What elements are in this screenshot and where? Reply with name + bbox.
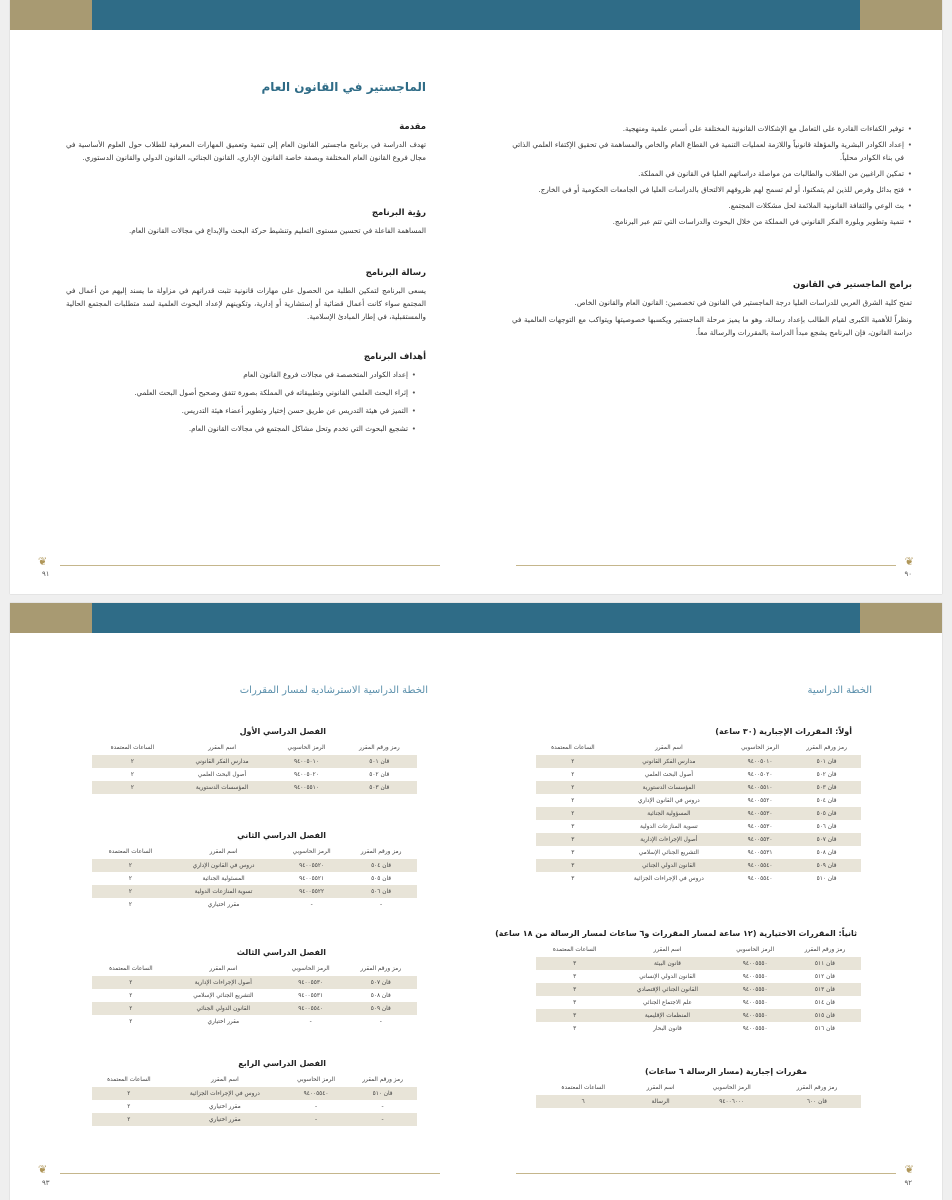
table-cell: ٩٤٠٠٦٠٠٠ bbox=[691, 1095, 773, 1108]
table-cell: قان ٥٠٩ bbox=[344, 1002, 417, 1015]
table-cell: الرسالة bbox=[630, 1095, 690, 1108]
semester-1-title: الفصل الدراسي الأول bbox=[239, 727, 326, 736]
column-header: الرمز الحاسوبي bbox=[297, 1077, 336, 1083]
table-cell: ٩٤٠٠٥٥٥٠ bbox=[722, 1022, 789, 1035]
table-cell: قان ٥٠١ bbox=[342, 755, 417, 768]
compulsory-courses-title: أولاً: المقررات الإجبارية (٣٠ ساعة) bbox=[715, 727, 852, 736]
table-cell: ٢ bbox=[92, 872, 169, 885]
table-cell: قان ٥٠٤ bbox=[792, 794, 861, 807]
column-header: الرمز الحاسوبي bbox=[741, 745, 780, 751]
table-row bbox=[92, 885, 417, 898]
goals-heading: أهداف البرنامج bbox=[363, 352, 426, 362]
table-cell: مقرر اختياري bbox=[166, 1100, 284, 1113]
gold-bar-left bbox=[10, 603, 92, 633]
table-row bbox=[92, 768, 417, 781]
table-cell: - bbox=[277, 1015, 345, 1028]
table-cell: ٦ bbox=[536, 1095, 630, 1108]
blue-bar bbox=[92, 0, 860, 30]
page-title: الخطة الدراسية bbox=[807, 685, 872, 696]
table-cell: المؤسسات الدستورية bbox=[610, 781, 728, 794]
table-cell: ٣ bbox=[536, 820, 610, 833]
page-90 bbox=[476, 30, 942, 594]
table-cell: ٩٤٠٠٥٥٢١ bbox=[278, 872, 345, 885]
intro-paragraph: تهدف الدراسة في برنامج ماجستير القانون العام إلى تنمية وتعميق المهارات المعرفية للطلاب حول العلوم الأساسية في مجال فروع القانون العام المختلفة وبصفة خاصة القانون الإداري، القانون الجنائي، القانون الدولي والقانون الدستوري. bbox=[66, 140, 426, 162]
column-header: اسم المقرر bbox=[646, 1085, 675, 1091]
table-cell: قان ٥٠٧ bbox=[792, 833, 861, 846]
table-row bbox=[92, 1100, 417, 1113]
column-header: اسم المقرر bbox=[208, 745, 236, 751]
table-cell: ٩٤٠٠٥٠١٠ bbox=[728, 755, 792, 768]
table-cell: قان ٥١٠ bbox=[348, 1087, 417, 1100]
table-cell: ٢ bbox=[92, 755, 173, 768]
table-cell: ٩٤٠٠٥٥١٠ bbox=[271, 781, 341, 794]
table-cell: دروس في القانون الإداري bbox=[610, 794, 728, 807]
table-row bbox=[536, 872, 861, 885]
table-cell: علم الاجتماع الجنائي bbox=[613, 996, 721, 1009]
header-band bbox=[10, 603, 942, 633]
table-cell: ٢ bbox=[92, 989, 170, 1002]
table-cell: - bbox=[278, 898, 345, 911]
table-cell: قان ٥٠٥ bbox=[345, 872, 417, 885]
blue-bar bbox=[92, 603, 860, 633]
footer-line bbox=[516, 1173, 896, 1174]
page-number: ٩٠ bbox=[904, 570, 912, 578]
table-cell: ٢ bbox=[92, 885, 169, 898]
table-cell: ٩٤٠٠٥٥٤٠ bbox=[284, 1087, 348, 1100]
table-row bbox=[536, 1095, 861, 1108]
table-body bbox=[536, 755, 861, 885]
column-header: رمز ورقم المقرر bbox=[796, 1085, 838, 1091]
semester-4-table bbox=[92, 1073, 417, 1126]
page-number: ٩٣ bbox=[42, 1179, 50, 1187]
column-header: الساعات المعتمدة bbox=[108, 849, 153, 855]
table-body bbox=[92, 755, 417, 794]
table-cell: ٢ bbox=[92, 1015, 170, 1028]
table-row bbox=[92, 781, 417, 794]
intro-section bbox=[66, 122, 426, 164]
elective-courses-table bbox=[536, 943, 861, 1035]
table-row bbox=[92, 976, 417, 989]
table-cell: - bbox=[344, 1015, 417, 1028]
list-item: • إعداد الكوادر المتخصصة في مجالات فروع القانون العام bbox=[66, 368, 416, 381]
footer-line bbox=[60, 565, 440, 566]
table-cell: قان ٥٠٨ bbox=[344, 989, 417, 1002]
table-cell: القانون الجنائي الإقتصادي bbox=[613, 983, 721, 996]
table-row bbox=[536, 1009, 861, 1022]
table-cell: قان ٥١٤ bbox=[789, 996, 861, 1009]
mission-paragraph: يسعى البرنامج لتمكين الطلبة من الحصول على مهارات قانونية تثبت قدراتهم في مزاولة ما يسند إليهم من أعمال في المجتمع سواء كانت أعمال قضائية أو إستشارية أو إدارية، وتكوينهم لإعداد البحوث العلمية لسد متطلبات المجتمع الحالية والمستقبلية، في إطار المبادئ الإسلامية. bbox=[66, 286, 426, 321]
table-cell: ٢ bbox=[92, 1113, 166, 1126]
table-cell: - bbox=[345, 898, 417, 911]
table-row bbox=[92, 1113, 417, 1126]
list-item: • فتح بدائل وفرص للذين لم يتمكنوا، أو لم تسمح لهم ظروفهم الالتحاق بالدراسات العليا في الجامعات الحكومية أو في الخارج. bbox=[512, 183, 912, 196]
table-cell: تسوية المنازعات الدولية bbox=[169, 885, 278, 898]
table-cell: قان ٥٠٣ bbox=[792, 781, 861, 794]
table-cell: ٩٤٠٠٥٥٤٠ bbox=[728, 872, 792, 885]
table-cell: قانون البيئة bbox=[613, 957, 721, 970]
column-header: اسم المقرر bbox=[209, 966, 238, 972]
gold-bar-left bbox=[10, 0, 92, 30]
page-number: ٩٢ bbox=[904, 1179, 912, 1187]
table-row bbox=[536, 970, 861, 983]
page-92 bbox=[476, 633, 942, 1200]
table-cell: القانون الدولي الجنائي bbox=[610, 859, 728, 872]
table-cell: ٢ bbox=[92, 781, 173, 794]
page-91 bbox=[10, 30, 476, 594]
table-cell: التشريع الجنائي الإسلامي bbox=[610, 846, 728, 859]
table-row bbox=[536, 833, 861, 846]
objectives-list bbox=[512, 122, 912, 231]
table-cell: ٩٤٠٠٥٠١٠ bbox=[271, 755, 341, 768]
semester-1-table bbox=[92, 741, 417, 794]
column-header: رمز ورقم المقرر bbox=[360, 966, 402, 972]
table-cell: أصول البحث العلمي bbox=[173, 768, 272, 781]
list-item: • تنمية وتطوير وبلورة الفكر القانوني في المملكة من خلال البحوث والدراسات التي تتم عبر البرنامج. bbox=[512, 215, 912, 228]
programs-paragraph-2: ونظراً للأهمية الكبرى لقيام الطالب بإعداد رسالة، وهو ما يميز مرحلة الماجستير ويكسبها خصوصيتها ويتواكب مع التوجهات العالمية في دراسة القانون، فإن البرنامج يشجع مبدأ الدراسة بالمقررات والرسالة معاً. bbox=[512, 315, 912, 337]
table-cell: المسئولية الجنائية bbox=[169, 872, 278, 885]
table-row bbox=[536, 846, 861, 859]
table-cell: قان ٥٠٢ bbox=[342, 768, 417, 781]
gold-bar-right bbox=[860, 0, 942, 30]
table-cell: قان ٥٠٨ bbox=[792, 846, 861, 859]
table-row bbox=[92, 1015, 417, 1028]
table-cell: ٢ bbox=[92, 1087, 166, 1100]
table-cell: ٣ bbox=[536, 957, 613, 970]
column-header: الساعات المعتمدة bbox=[110, 745, 155, 751]
semester-2-table bbox=[92, 845, 417, 911]
table-cell: ٩٤٠٠٥٥٢٠ bbox=[278, 859, 345, 872]
table-row bbox=[92, 755, 417, 768]
top-spread bbox=[10, 0, 942, 594]
goals-list bbox=[66, 368, 416, 435]
list-item: • تشجيع البحوث التي تخدم وتحل مشاكل المجتمع في مجالات القانون العام. bbox=[66, 422, 416, 435]
table-cell: ٢ bbox=[92, 898, 169, 911]
table-row bbox=[536, 957, 861, 970]
table-cell: قان ٥٠٢ bbox=[792, 768, 861, 781]
table-cell: أصول البحث العلمي bbox=[610, 768, 728, 781]
mission-section bbox=[66, 268, 426, 323]
column-header: الساعات المعتمدة bbox=[109, 966, 153, 972]
table-body bbox=[536, 957, 861, 1035]
page-title: الماجستير في القانون العام bbox=[261, 80, 426, 94]
elective-courses-title: ثانياً: المقررات الاختيارية (١٢ ساعة لمسار المقررات و٦ ساعات لمسار الرسالة من ١٨ ساعة) bbox=[495, 929, 857, 938]
table-cell: ٢ bbox=[92, 1100, 166, 1113]
list-item: • توفير الكفاءات القادرة على التعامل مع الإشكالات القانونية المختلفة على أسس علمية ومنهجية. bbox=[512, 122, 912, 135]
table-cell: ٩٤٠٠٥٥٤٠ bbox=[277, 1002, 345, 1015]
table-row bbox=[92, 1087, 417, 1100]
table-cell: المسؤولية الجنائية bbox=[610, 807, 728, 820]
table-cell: ٩٤٠٠٥٥٣٠ bbox=[728, 820, 792, 833]
table-cell: قان ٥٠٧ bbox=[344, 976, 417, 989]
column-header: اسم المقرر bbox=[209, 849, 238, 855]
table-cell: ٢ bbox=[92, 768, 173, 781]
table-row bbox=[536, 794, 861, 807]
table-cell: ٩٤٠٠٥٥٤٠ bbox=[728, 859, 792, 872]
table-row bbox=[536, 755, 861, 768]
table-cell: أصول الإجراءات الإدارية bbox=[610, 833, 728, 846]
table-row bbox=[536, 781, 861, 794]
programs-heading: برامج الماجستير في القانون bbox=[792, 280, 912, 290]
table-cell: ٢ bbox=[536, 768, 610, 781]
table-cell: ٣ bbox=[536, 1009, 613, 1022]
programs-paragraph-1: تمنح كلية الشرق العربي للدراسات العليا درجة الماجستير في القانون في تخصصين: القانون العام والقانون الخاص. bbox=[574, 298, 912, 307]
page-93 bbox=[10, 633, 476, 1200]
semester-3-table bbox=[92, 962, 417, 1028]
table-cell: ٣ bbox=[536, 983, 613, 996]
intro-heading: مقدمة bbox=[399, 122, 426, 132]
table-cell: مقرر اختياري bbox=[166, 1113, 284, 1126]
list-item: • تمكين الراغبين من الطلاب والطالبات من مواصلة دراساتهم العليا في القانون في المملكة. bbox=[512, 167, 912, 180]
table-cell: القانون الدولي الجنائي bbox=[170, 1002, 277, 1015]
table-cell: ٩٤٠٠٥٥٣٠ bbox=[728, 807, 792, 820]
table-cell: دروس في القانون الإداري bbox=[169, 859, 278, 872]
table-row bbox=[92, 989, 417, 1002]
table-cell: ٩٤٠٠٥٥٥٠ bbox=[722, 957, 789, 970]
table-cell: ٩٤٠٠٥٥٣٠ bbox=[277, 976, 345, 989]
semester-2-title: الفصل الدراسي الثاني bbox=[237, 831, 326, 840]
table-cell: مقرر اختياري bbox=[170, 1015, 277, 1028]
goals-section bbox=[66, 352, 426, 440]
column-header: اسم المقرر bbox=[653, 947, 682, 953]
table-row bbox=[536, 983, 861, 996]
table-cell: ٢ bbox=[536, 807, 610, 820]
table-cell: ٩٤٠٠٥٥٣١ bbox=[277, 989, 345, 1002]
list-item: • بث الوعي والثقافة القانونية الملائمة لحل مشكلات المجتمع. bbox=[512, 199, 912, 212]
table-cell: تسوية المنازعات الدولية bbox=[610, 820, 728, 833]
table-row bbox=[536, 996, 861, 1009]
table-cell: قان ٥١١ bbox=[789, 957, 861, 970]
table-cell: قان ٦٠٠ bbox=[773, 1095, 861, 1108]
table-cell: قان ٥١٣ bbox=[789, 983, 861, 996]
compulsory-courses-table bbox=[536, 741, 861, 885]
column-header: الساعات المعتمدة bbox=[561, 1085, 605, 1091]
footer-line bbox=[516, 565, 896, 566]
table-cell: ٩٤٠٠٥٥٥٠ bbox=[722, 1009, 789, 1022]
table-cell: المؤسسات الدستورية bbox=[173, 781, 272, 794]
table-cell: - bbox=[284, 1100, 348, 1113]
table-cell: ٩٤٠٠٥٠٢٠ bbox=[271, 768, 341, 781]
semester-4-title: الفصل الدراسي الرابع bbox=[238, 1059, 326, 1068]
column-header: الساعات المعتمدة bbox=[107, 1077, 151, 1083]
table-cell: قان ٥١٢ bbox=[789, 970, 861, 983]
column-header: الرمز الحاسوبي bbox=[291, 966, 330, 972]
table-cell: - bbox=[348, 1113, 417, 1126]
page-number: ٩١ bbox=[42, 570, 50, 578]
table-cell: ٢ bbox=[536, 794, 610, 807]
thesis-courses-table bbox=[536, 1081, 861, 1108]
list-item: • إثراء البحث العلمي القانوني وتطبيقاته في المملكة بصورة تتفق وصحيح أصول البحث العلمي. bbox=[66, 386, 416, 399]
table-cell: أصول الإجراءات الإدارية bbox=[170, 976, 277, 989]
footer-line bbox=[60, 1173, 440, 1174]
table-cell: قان ٥١٦ bbox=[789, 1022, 861, 1035]
table-cell: مدارس الفكر القانوني bbox=[173, 755, 272, 768]
column-header: رمز ورقم المقرر bbox=[358, 745, 400, 751]
table-cell: القانون الدولي الإنساني bbox=[613, 970, 721, 983]
header-band bbox=[10, 0, 942, 30]
table-cell: ٢ bbox=[536, 755, 610, 768]
table-cell: ٣ bbox=[536, 859, 610, 872]
table-cell: ٩٤٠٠٥٥١٠ bbox=[728, 781, 792, 794]
table-cell: ٩٤٠٠٥٥٥٠ bbox=[722, 983, 789, 996]
mission-heading: رسالة البرنامج bbox=[365, 268, 426, 278]
table-cell: ٢ bbox=[92, 976, 170, 989]
table-cell: قانون البحار bbox=[613, 1022, 721, 1035]
table-body bbox=[92, 1087, 417, 1126]
table-row bbox=[92, 872, 417, 885]
table-row bbox=[92, 859, 417, 872]
table-row bbox=[536, 807, 861, 820]
table-cell: ٢ bbox=[92, 1002, 170, 1015]
semester-3-title: الفصل الدراسي الثالث bbox=[236, 948, 326, 957]
table-cell: قان ٥٠٩ bbox=[792, 859, 861, 872]
table-row bbox=[536, 859, 861, 872]
ornament-icon: ❦ bbox=[904, 555, 914, 568]
table-cell: مقرر اختياري bbox=[169, 898, 278, 911]
table-cell: ٩٤٠٠٥٥٣١ bbox=[728, 846, 792, 859]
table-cell: قان ٥٠٣ bbox=[342, 781, 417, 794]
table-body bbox=[92, 976, 417, 1028]
table-cell: ٩٤٠٠٥٥٣٠ bbox=[728, 833, 792, 846]
table-cell: - bbox=[284, 1113, 348, 1126]
table-cell: ٣ bbox=[536, 833, 610, 846]
vision-paragraph: المساهمة الفاعلة في تحسين مستوى التعليم وتنشيط حركة البحث والإبداع في مجالات القانون العام. bbox=[129, 226, 426, 235]
table-cell: قان ٥١٠ bbox=[792, 872, 861, 885]
table-body bbox=[92, 859, 417, 911]
table-body bbox=[536, 1095, 861, 1108]
ornament-icon: ❦ bbox=[38, 1163, 48, 1176]
table-row bbox=[536, 820, 861, 833]
table-cell: ٢ bbox=[92, 859, 169, 872]
column-header: الساعات المعتمدة bbox=[552, 947, 597, 953]
table-cell: ٣ bbox=[536, 846, 610, 859]
table-cell: قان ٥٠٤ bbox=[345, 859, 417, 872]
vision-section bbox=[66, 208, 426, 237]
table-cell: ٩٤٠٠٥٥٢٢ bbox=[278, 885, 345, 898]
table-cell: دروس في الإجراءات الجزائية bbox=[166, 1087, 284, 1100]
table-row bbox=[536, 1022, 861, 1035]
list-item: • إعداد الكوادر البشرية والمؤهلة قانونياً واللازمة لعمليات التنمية في القطاع العام والخاص والمساهمة في تحقيق الإكتفاء العلمي الذاتي في بناء الكوادر محلياً. bbox=[512, 138, 912, 164]
ornament-icon: ❦ bbox=[904, 1163, 914, 1176]
table-cell: ٩٤٠٠٥٥٢٠ bbox=[728, 794, 792, 807]
column-header: اسم المقرر bbox=[210, 1077, 239, 1083]
column-header: الرمز الحاسوبي bbox=[292, 849, 331, 855]
table-cell: قان ٥٠٦ bbox=[792, 820, 861, 833]
table-cell: ٢ bbox=[536, 781, 610, 794]
table-cell: التشريع الجنائي الإسلامي bbox=[170, 989, 277, 1002]
table-row bbox=[536, 768, 861, 781]
gold-bar-right bbox=[860, 603, 942, 633]
table-cell: ٣ bbox=[536, 996, 613, 1009]
ornament-icon: ❦ bbox=[38, 555, 48, 568]
table-cell: ٩٤٠٠٥٥٥٠ bbox=[722, 996, 789, 1009]
column-header: الرمز الحاسوبي bbox=[736, 947, 775, 953]
column-header: رمز ورقم المقرر bbox=[804, 947, 846, 953]
column-header: الساعات المعتمدة bbox=[551, 745, 595, 751]
table-cell: ٩٤٠٠٥٠٢٠ bbox=[728, 768, 792, 781]
column-header: اسم المقرر bbox=[654, 745, 683, 751]
list-item: • التميز في هيئة التدريس عن طريق حسن إختيار وتطوير أعضاء هيئة التدريس. bbox=[66, 404, 416, 417]
table-cell: قان ٥١٥ bbox=[789, 1009, 861, 1022]
table-cell: دروس في الإجراءات الجزائية bbox=[610, 872, 728, 885]
table-row bbox=[92, 898, 417, 911]
thesis-courses-title: مقررات إجبارية (مسار الرسالة ٦ ساعات) bbox=[645, 1067, 807, 1076]
table-cell: المنظمات الإقليمية bbox=[613, 1009, 721, 1022]
page-title: الخطة الدراسية الاسترشادية لمسار المقررات bbox=[239, 685, 428, 696]
table-cell: مدارس الفكر القانوني bbox=[610, 755, 728, 768]
column-header: رمز ورقم المقرر bbox=[362, 1077, 403, 1083]
column-header: رمز ورقم المقرر bbox=[806, 745, 847, 751]
column-header: الرمز الحاسوبي bbox=[287, 745, 326, 751]
table-cell: ٩٤٠٠٥٥٥٠ bbox=[722, 970, 789, 983]
table-cell: ٣ bbox=[536, 1022, 613, 1035]
table-cell: - bbox=[348, 1100, 417, 1113]
table-row bbox=[92, 1002, 417, 1015]
table-cell: قان ٥٠١ bbox=[792, 755, 861, 768]
vision-heading: رؤية البرنامج bbox=[371, 208, 426, 218]
programs-section bbox=[512, 280, 912, 339]
table-cell: ٣ bbox=[536, 970, 613, 983]
table-cell: قان ٥٠٦ bbox=[345, 885, 417, 898]
bottom-spread bbox=[10, 603, 942, 1200]
column-header: الرمز الحاسوبي bbox=[712, 1085, 751, 1091]
table-cell: ٣ bbox=[536, 872, 610, 885]
table-cell: قان ٥٠٥ bbox=[792, 807, 861, 820]
column-header: رمز ورقم المقرر bbox=[360, 849, 402, 855]
